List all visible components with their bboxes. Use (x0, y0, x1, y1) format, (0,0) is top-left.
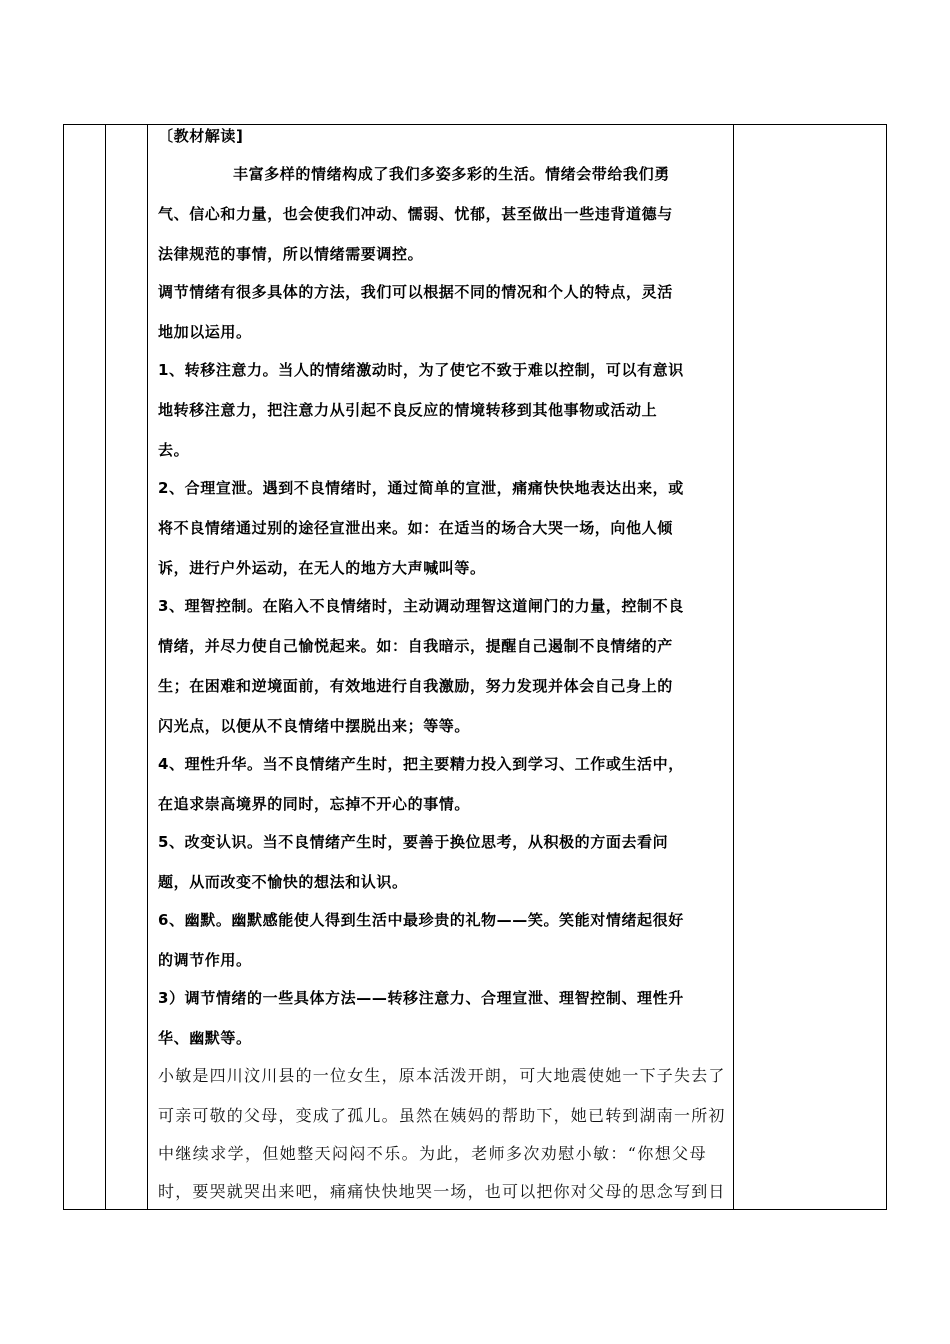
text-line: 调节情绪有很多具体的方法，我们可以根据不同的情况和个人的特点，灵活 (158, 283, 673, 301)
text-line: 地加以运用。 (158, 323, 252, 341)
story-line: 小敏是四川汶川县的一位女生，原本活泼开朗，可大地震使她一下子失去了 (158, 1066, 726, 1085)
text-line: 地转移注意力，把注意力从引起不良反应的情境转移到其他事物或活动上 (158, 401, 658, 419)
story-line: 中继续求学，但她整天闷闷不乐。为此，老师多次劝慰小敏：“你想父母 (158, 1144, 707, 1163)
story-line: 时，要哭就哭出来吧，痛痛快快地哭一场，也可以把你对父母的思念写到日 (158, 1182, 726, 1201)
text-line: 华、幽默等。 (158, 1029, 252, 1047)
table-column-divider (105, 124, 106, 1210)
text-line: 3、理智控制。在陷入不良情绪时，主动调动理智这道闸门的力量，控制不良 (158, 597, 684, 615)
text-line: 诉，进行户外运动，在无人的地方大声喊叫等。 (158, 559, 486, 577)
text-line: 在追求崇高境界的同时，忘掉不开心的事情。 (158, 795, 471, 813)
text-line: 4、理性升华。当不良情绪产生时，把主要精力投入到学习、工作或生活中， (158, 755, 684, 773)
text-line: 法律规范的事情，所以情绪需要调控。 (158, 245, 424, 263)
text-line: 情绪，并尽力使自己愉悦起来。如：自我暗示，提醒自己遏制不良情绪的产 (158, 637, 673, 655)
text-line: 闪光点，以便从不良情绪中摆脱出来；等等。 (158, 717, 471, 735)
text-line: 的调节作用。 (158, 951, 252, 969)
text-line: 1、转移注意力。当人的情绪激动时，为了使它不致于难以控制，可以有意识 (158, 361, 684, 379)
text-line: 将不良情绪通过别的途径宣泄出来。如：在适当的场合大哭一场，向他人倾 (158, 519, 673, 537)
table-column-divider (147, 124, 148, 1210)
table-column-divider (733, 124, 734, 1210)
section-heading: 〔教材解读] (158, 127, 244, 145)
text-line: 气、信心和力量，也会使我们冲动、懦弱、忧郁，甚至做出一些违背道德与 (158, 205, 673, 223)
text-line: 2、合理宣泄。遇到不良情绪时，通过简单的宣泄，痛痛快快地表达出来，或 (158, 479, 684, 497)
text-line: 生；在困难和逆境面前，有效地进行自我激励，努力发现并体会自己身上的 (158, 677, 673, 695)
text-line: 6、幽默。幽默感能使人得到生活中最珍贵的礼物——笑。笑能对情绪起很好 (158, 911, 684, 929)
story-line: 可亲可敬的父母，变成了孤儿。虽然在姨妈的帮助下，她已转到湖南一所初 (158, 1106, 726, 1125)
text-line: 去。 (158, 441, 190, 459)
text-line: 3）调节情绪的一些具体方法——转移注意力、合理宣泄、理智控制、理性升 (158, 989, 684, 1007)
text-line: 5、改变认识。当不良情绪产生时，要善于换位思考，从积极的方面去看问 (158, 833, 669, 851)
text-line: 题，从而改变不愉快的想法和认识。 (158, 873, 408, 891)
text-line: 丰富多样的情绪构成了我们多姿多彩的生活。情绪会带给我们勇 (233, 165, 670, 183)
